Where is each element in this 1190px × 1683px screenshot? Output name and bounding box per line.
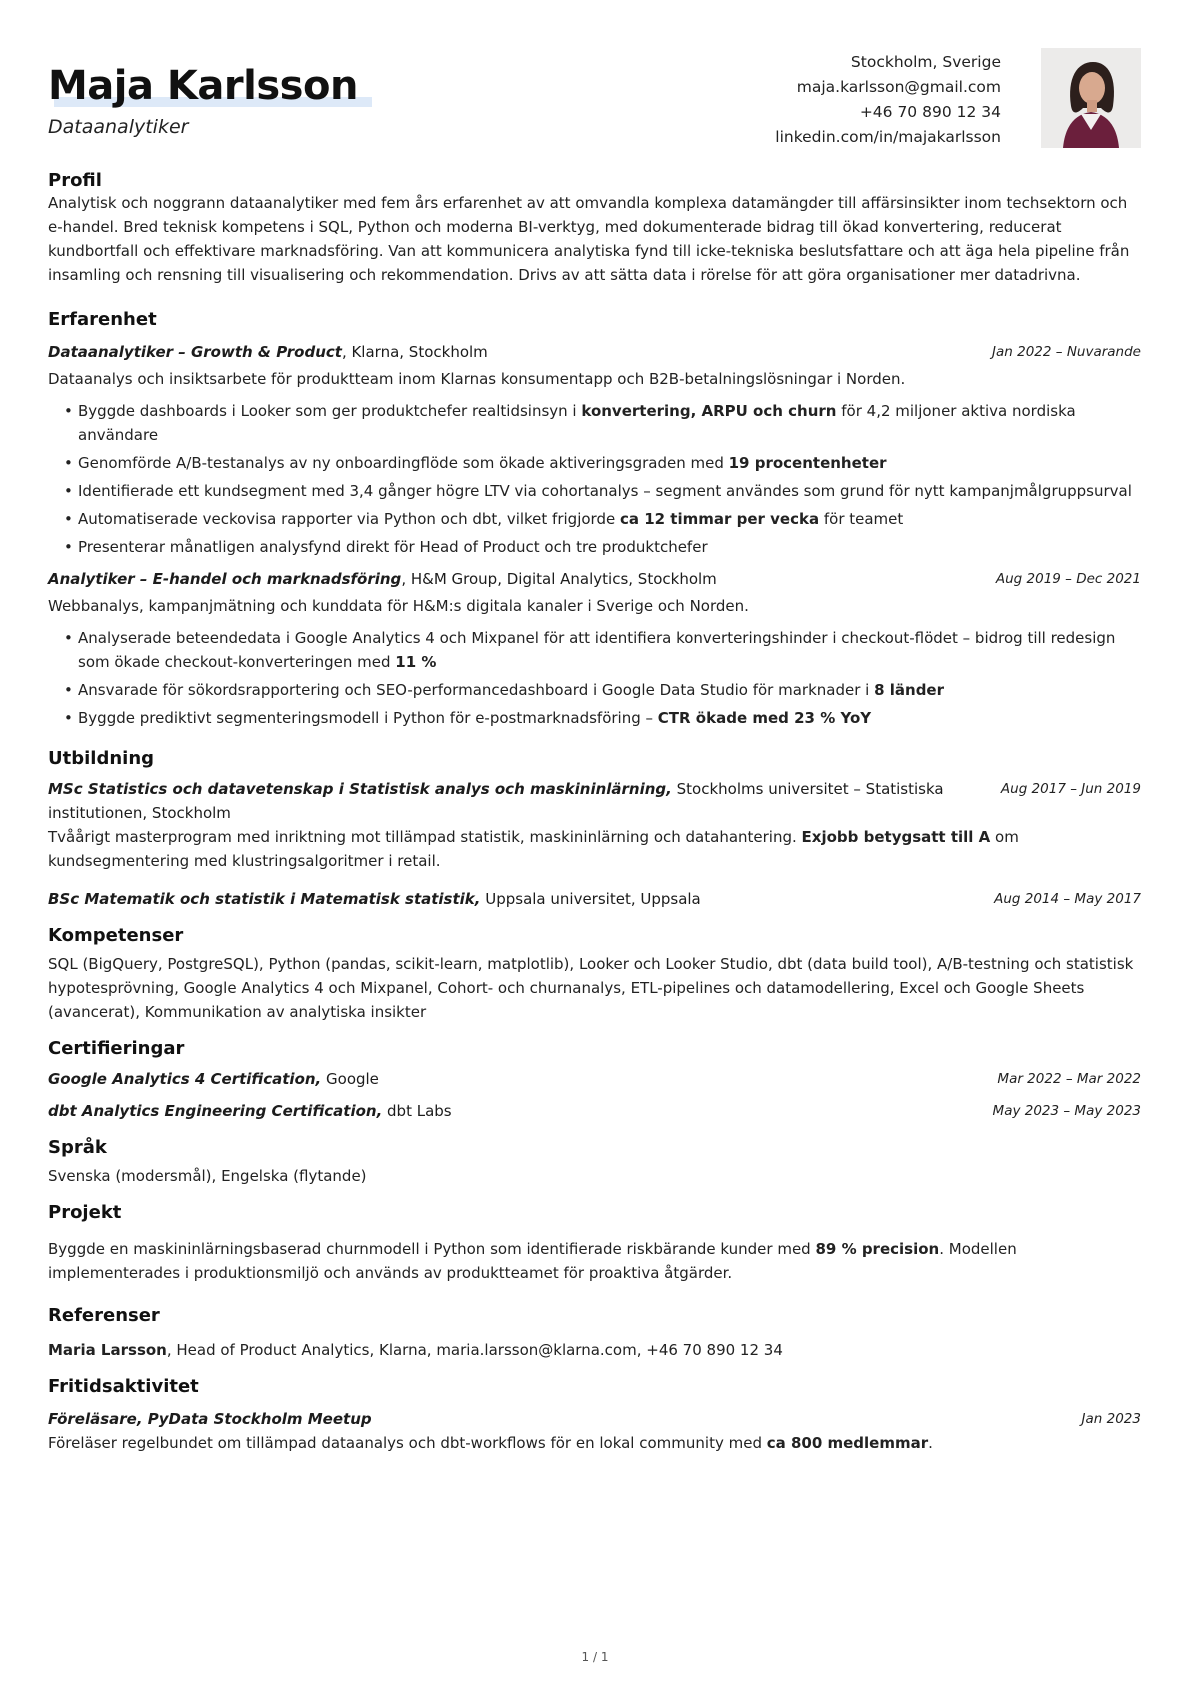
- education-header: [48, 777, 1141, 825]
- leisure-section: [48, 1376, 1141, 1455]
- section-heading-projects: Projekt: [48, 1202, 122, 1223]
- profile-section: [48, 170, 1141, 287]
- section-heading-profile: Profil: [48, 170, 102, 191]
- certification-entry: [48, 1067, 1141, 1091]
- education-date: Aug 2017 – Jun 2019: [1000, 781, 1141, 797]
- certification-date: Mar 2022 – Mar 2022: [997, 1071, 1141, 1087]
- contact-phone: +46 70 890 12 34: [859, 103, 1001, 121]
- job-description: Webbanalys, kampanjmätning och kunddata för H&M:s digitala kanaler i Sverige och Norden.: [48, 597, 749, 615]
- list-item: • Identifierade ett kundsegment med 3,4 gånger högre LTV via cohortanalys – segment användes som grund för nytt kampanjmålgruppsurval: [78, 479, 1141, 503]
- list-item: • Genomförde A/B-testanalys av ny onboardingflöde som ökade aktiveringsgraden med 19 procentenheter: [78, 451, 1141, 475]
- job-bullets: [48, 399, 1141, 559]
- profile-text: Analytisk och noggrann dataanalytiker med fem års erfarenhet av att omvandla komplexa datamängder till affärsinsikter inom techsektorn och e-handel. Bred teknisk kompetens i SQL, Python och moderna BI-verktyg, med dokumenterade bidrag till ökad konvertering, reducerat kundbortfall och effektivare marknadsföring. Van att kommunicera analytiska fynd till icke-tekniska beslutsfattare och att äga hela pipeline från insamling och rensning till visualisering och rekommendation. Drivs av att sätta data i rörelse för att göra organisationer mer datadrivna.: [48, 194, 1130, 284]
- education-org: Stockholms universitet – Statistiska institutionen, Stockholm: [48, 780, 944, 822]
- list-item: • Analyserade beteendedata i Google Analytics 4 och Mixpanel för att identifiera konverteringshinder i checkout-flödet – bidrog till redesign som ökade checkout-konverteringen med 11 %: [78, 626, 1141, 674]
- education-entry: [48, 777, 1141, 873]
- job-role: Dataanalytiker – Growth & Product: [48, 343, 342, 361]
- education-header: [48, 887, 1141, 911]
- certification-entry: [48, 1099, 1141, 1123]
- section-heading-experience: Erfarenhet: [48, 309, 157, 330]
- person-icon: [1041, 48, 1141, 148]
- contact-info: [775, 50, 1001, 150]
- reference-name: Maria Larsson: [48, 1341, 167, 1359]
- section-heading-education: Utbildning: [48, 748, 155, 769]
- education-section: [48, 748, 1141, 911]
- reference-entry: Maria Larsson, Head of Product Analytics, Klarna, maria.larsson@klarna.com, +46 70 890 12 34: [48, 1341, 783, 1359]
- candidate-name: Maja Karlsson: [48, 63, 358, 109]
- education-date: Aug 2014 – May 2017: [994, 891, 1141, 907]
- job-org: , Klarna, Stockholm: [341, 343, 488, 361]
- list-item: • Presenterar månatligen analysfynd direkt för Head of Product och tre produktchefer: [78, 535, 1141, 559]
- leisure-header: [48, 1407, 1141, 1431]
- certification-name: dbt Analytics Engineering Certification,: [48, 1102, 383, 1120]
- resume-page: [48, 48, 1141, 1455]
- job-header: [48, 340, 1141, 364]
- resume-header: [48, 48, 1141, 158]
- list-item: • Automatiserade veckovisa rapporter via Python och dbt, vilket frigjorde ca 12 timmar per vecka för teamet: [78, 507, 1141, 531]
- skills-text: SQL (BigQuery, PostgreSQL), Python (pandas, scikit-learn, matplotlib), Looker och Looker Studio, dbt (data build tool), A/B-testning och statistisk hypotesprövning, Google Analytics 4 och Mixpanel, Cohort- och churnanalys, ETL-pipelines och datamodellering, Excel och Google Sheets (avancerat), Kommunikation av analytiska insikter: [48, 955, 1134, 1021]
- languages-text: Svenska (modersmål), Engelska (flytande): [48, 1167, 367, 1185]
- job-date: Aug 2019 – Dec 2021: [995, 571, 1141, 587]
- projects-text: Byggde en maskininlärningsbaserad churnmodell i Python som identifierade riskbärande kunder med 89 % precision. Modellen implementerades i produktionsmiljö och används av produktteamet för proaktiva åtgärder.: [48, 1240, 1017, 1282]
- certification-date: May 2023 – May 2023: [992, 1103, 1141, 1119]
- references-section: [48, 1305, 1141, 1362]
- experience-section: [48, 309, 1141, 730]
- projects-section: [48, 1202, 1141, 1285]
- section-heading-skills: Kompetenser: [48, 925, 184, 946]
- certification-org: dbt Labs: [382, 1102, 452, 1120]
- job-date: Jan 2022 – Nuvarande: [992, 344, 1141, 360]
- job-role: Analytiker – E-handel och marknadsföring: [48, 570, 402, 588]
- contact-linkedin[interactable]: linkedin.com/in/majakarlsson: [775, 128, 1001, 146]
- section-heading-certifications: Certifieringar: [48, 1038, 185, 1059]
- job-org: , H&M Group, Digital Analytics, Stockholm: [401, 570, 717, 588]
- education-entry: [48, 887, 1141, 911]
- contact-email[interactable]: maja.karlsson@gmail.com: [796, 78, 1001, 96]
- education-degree: MSc Statistics och datavetenskap i Statistisk analys och maskininlärning,: [48, 780, 672, 798]
- job-entry: [48, 567, 1141, 730]
- leisure-date: Jan 2023: [1081, 1411, 1141, 1427]
- leisure-text: Föreläser regelbundet om tillämpad dataanalys och dbt-workflows för en lokal community med ca 800 medlemmar.: [48, 1434, 933, 1452]
- list-item: • Byggde prediktivt segmenteringsmodell i Python för e-postmarknadsföring – CTR ökade med 23 % YoY: [78, 706, 1141, 730]
- profile-photo: [1041, 48, 1141, 148]
- section-heading-languages: Språk: [48, 1137, 107, 1158]
- certifications-section: [48, 1038, 1141, 1123]
- section-heading-leisure: Fritidsaktivitet: [48, 1376, 199, 1397]
- job-bullets: [48, 626, 1141, 730]
- certification-org: Google: [321, 1070, 379, 1088]
- job-header: [48, 567, 1141, 591]
- section-heading-references: Referenser: [48, 1305, 160, 1326]
- job-description: Dataanalys och insiktsarbete för produktteam inom Klarnas konsumentapp och B2B-betalningslösningar i Norden.: [48, 370, 906, 388]
- leisure-role: Föreläsare, PyData Stockholm Meetup: [48, 1410, 372, 1428]
- languages-section: [48, 1137, 1141, 1188]
- skills-section: [48, 925, 1141, 1024]
- education-degree: BSc Matematik och statistik i Matematisk statistik,: [48, 890, 481, 908]
- contact-location: Stockholm, Sverige: [850, 53, 1001, 71]
- candidate-title: Dataanalytiker: [48, 116, 189, 138]
- certification-name: Google Analytics 4 Certification,: [48, 1070, 322, 1088]
- education-description: Tvåårigt masterprogram med inriktning mot tillämpad statistik, maskininlärning och datahantering. Exjobb betygsatt till A om kundsegmentering med klustringsalgoritmer i retail.: [48, 828, 1019, 870]
- education-org: Uppsala universitet, Uppsala: [480, 890, 701, 908]
- job-entry: [48, 340, 1141, 559]
- list-item: • Ansvarade för sökordsrapportering och SEO-performancedashboard i Google Data Studio för marknader i 8 länder: [78, 678, 1141, 702]
- page-number: 1 / 1: [581, 1650, 609, 1664]
- list-item: • Byggde dashboards i Looker som ger produktchefer realtidsinsyn i konvertering, ARPU och churn för 4,2 miljoner aktiva nordiska användare: [78, 399, 1141, 447]
